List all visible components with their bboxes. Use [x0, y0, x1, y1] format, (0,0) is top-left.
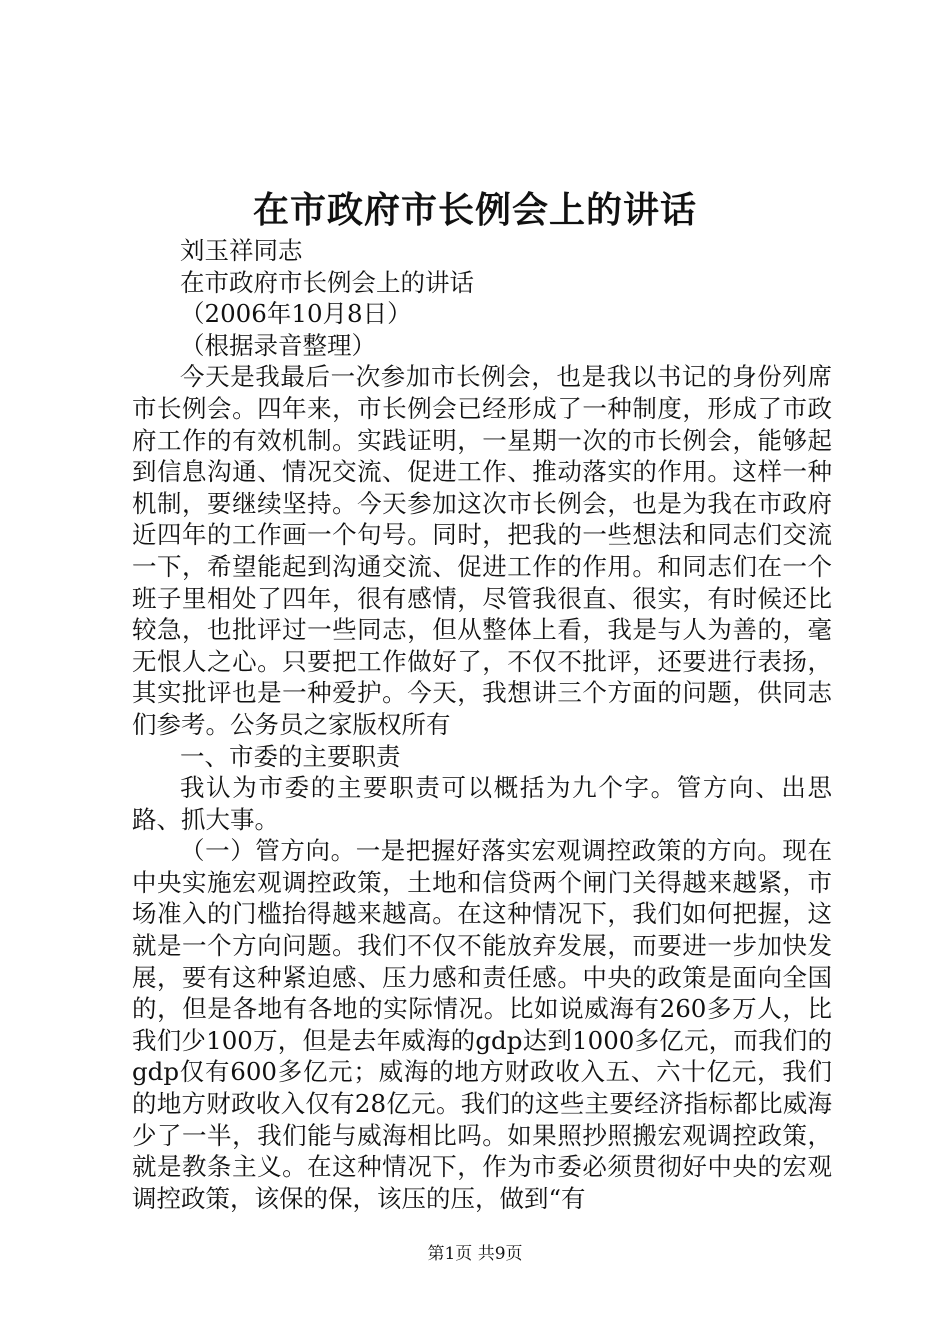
page-footer: 第1页 共9页 — [427, 1244, 523, 1264]
date-line: （2006年10月8日） — [180, 299, 412, 329]
paragraph-direction: （一）管方向。一是把握好落实宏观调控政策的方向。现在中央实施宏观调控政策，土地和信贷两个闸门关得越来越紧，市场准入的门槛抬得越来越高。在这种情况下，我们如何把握，这就是一个方向问题。我们不仅不能放弃发展，而要进一步加快发展，要有这种紧迫感、压力感和责任感。中央的政策是面向全国的，但是各地有各地的实际情况。比如说威海有260多万人，比我们少100万，但是去年威海的gdp达到1000多亿元，而我们的gdp仅有600多亿元；威海的地方财政收入五、六十亿元，我们的地方财政收入仅有28亿元。我们的这些主要经济指标都比威海少了一半，我们能与威海相比吗。如果照抄照搬宏观调控政策，就是教条主义。在这种情况下，作为市委必须贯彻好中央的宏观调控政策，该保的保，该压的压，做到“有 — [132, 836, 832, 1213]
author-line: 刘玉祥同志 — [180, 236, 303, 265]
paragraph-intro: 今天是我最后一次参加市长例会，也是我以书记的身份列席市长例会。四年来，市长例会已经形成了一种制度，形成了市政府工作的有效机制。实践证明，一星期一次的市长例会，能够起到信息沟通、情况交流、促进工作、推动落实的作用。这样一种机制，要继续坚持。今天参加这次市长例会，也是为我在市政府近四年的工作画一个句号。同时，把我的一些想法和同志们交流一下，希望能起到沟通交流、促进工作的作用。和同志们在一个班子里相处了四年，很有感情，尽管我很直、很实，有时候还比较急，也批评过一些同志，但从整体上看，我是与人为善的，毫无恨人之心。只要把工作做好了，不仅不批评，还要进行表扬，其实批评也是一种爱护。今天，我想讲三个方面的问题，供同志们参考。公务员之家版权所有 — [132, 362, 832, 739]
speech-title-line: 在市政府市长例会上的讲话 — [180, 267, 474, 297]
section-heading: 一、市委的主要职责 — [180, 741, 401, 771]
document-body — [132, 235, 832, 1214]
document-title: 在市政府市长例会上的讲话 — [252, 189, 697, 231]
source-note-line: （根据录音整理） — [180, 330, 376, 360]
paragraph-duties: 我认为市委的主要职责可以概括为九个字。管方向、出思路、抓大事。 — [132, 773, 832, 834]
